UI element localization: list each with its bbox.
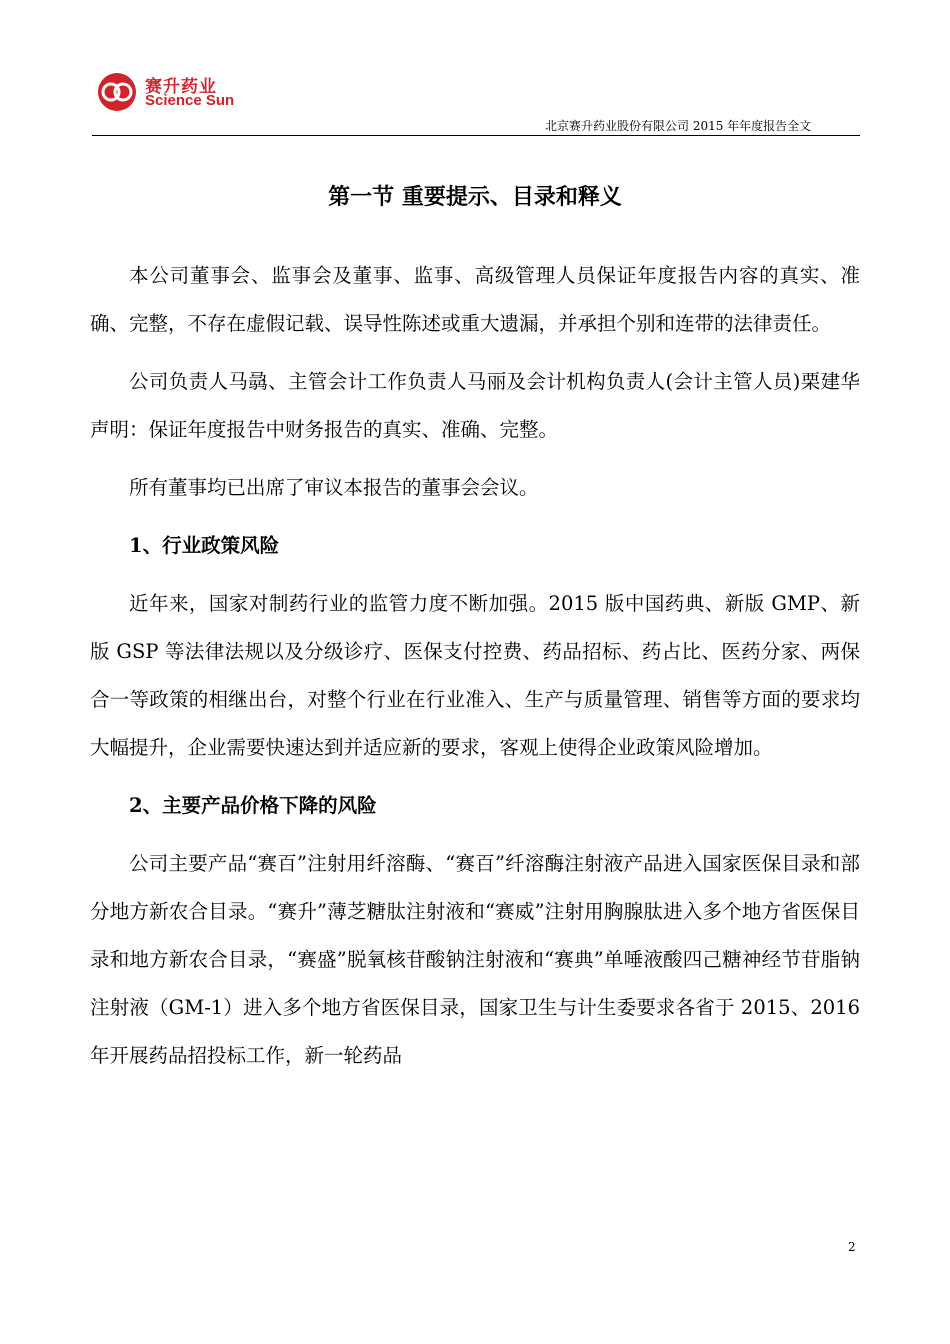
heading-policy-risk: 1、行业政策风险 <box>129 534 280 557</box>
logo-english-name: Science Sun <box>145 92 235 109</box>
paragraph-price-risk: 公司主要产品“赛百”注射用纤溶酶、“赛百”纤溶酶注射液产品进入国家医保目录和部分地方新农合目录。“赛升”薄芝糖肽注射液和“赛威”注射用胸腺肽进入多个地方省医保目录和地方新农合目录，“赛盛”脱氧核苷酸钠注射液和“赛典”单唾液酸四己糖神经节苷脂钠注射液（GM-1）进入多个地方省医保目录，国家卫生与计生委要求各省于 2015、2016 年开展药品招投标工作，新一轮药品 <box>90 852 860 1067</box>
company-logo <box>95 72 245 112</box>
document-body <box>90 252 860 1090</box>
science-sun-logo-icon <box>95 72 139 112</box>
header-divider <box>92 135 860 136</box>
paragraph-board-assurance: 本公司董事会、监事会及董事、监事、高级管理人员保证年度报告内容的真实、准确、完整，不存在虚假记载、误导性陈述或重大遗漏，并承担个别和连带的法律责任。 <box>90 264 860 335</box>
logo-chinese-name: 赛升药业 <box>145 77 217 97</box>
report-header-title: 北京赛升药业股份有限公司 2015 年年度报告全文 <box>545 119 812 133</box>
heading-price-risk: 2、主要产品价格下降的风险 <box>129 794 377 817</box>
paragraph-board-attendance: 所有董事均已出席了审议本报告的董事会会议。 <box>129 476 539 499</box>
page-number: 2 <box>848 1240 856 1254</box>
paragraph-responsible-persons: 公司负责人马骉、主管会计工作负责人马丽及会计机构负责人(会计主管人员)栗建华声明：保证年度报告中财务报告的真实、准确、完整。 <box>90 370 860 441</box>
section-title: 第一节 重要提示、目录和释义 <box>328 185 622 210</box>
paragraph-policy-risk: 近年来，国家对制药行业的监管力度不断加强。2015 版中国药典、新版 GMP、新版 GSP 等法律法规以及分级诊疗、医保支付控费、药品招标、药占比、医药分家、两保合一等政策的相继出台，对整个行业在行业准入、生产与质量管理、销售等方面的要求均大幅提升，企业需要快速达到并适应新的要求，客观上使得企业政策风险增加。 <box>90 592 860 759</box>
